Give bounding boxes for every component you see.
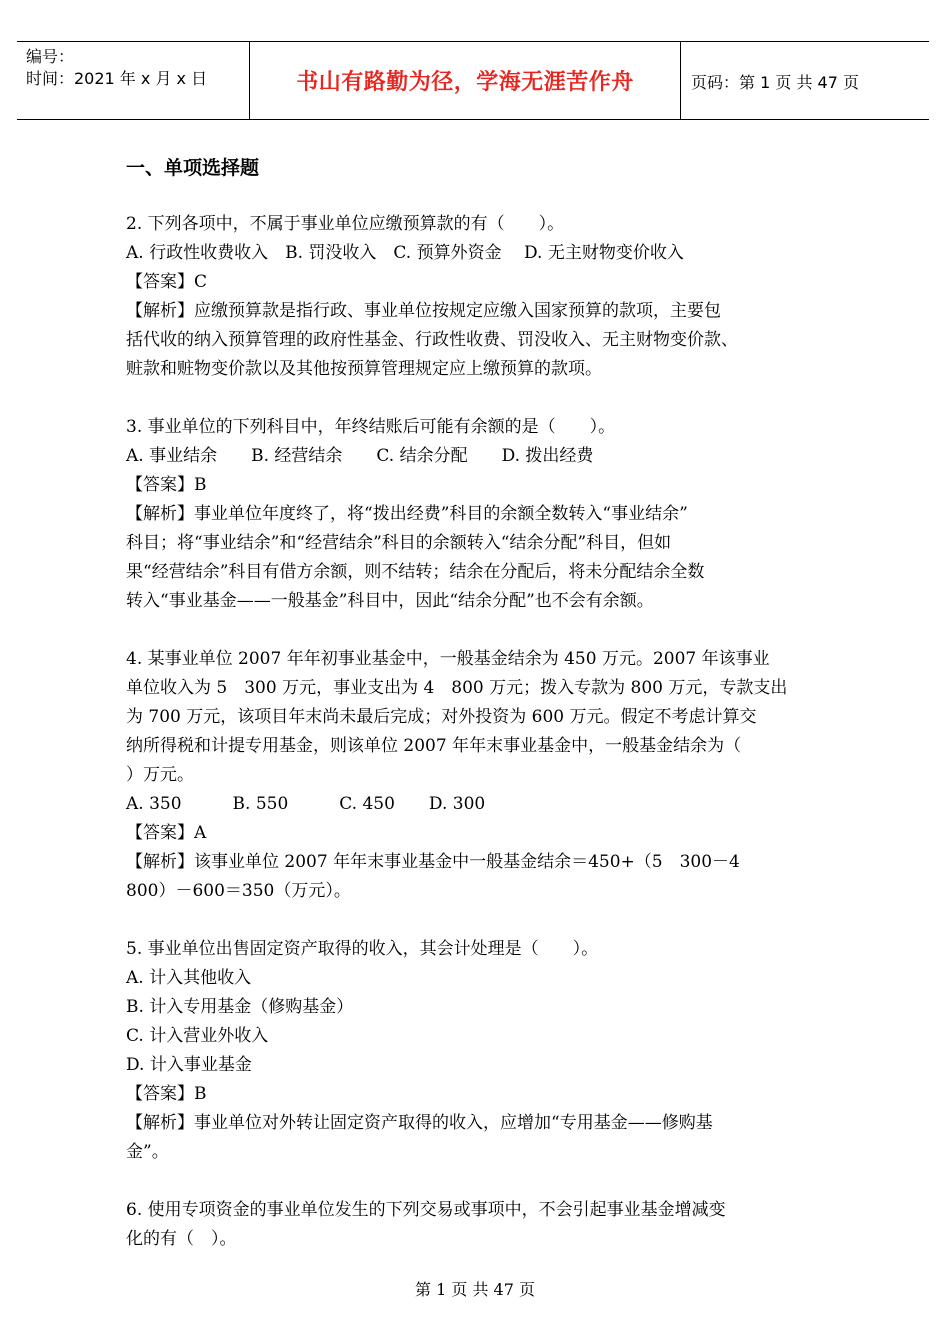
question-line: 6. 使用专项资金的事业单位发生的下列交易或事项中，不会引起事业基金增减变 (126, 1200, 726, 1220)
question-list (126, 210, 826, 1254)
question-line: 5. 事业单位出售固定资产取得的收入，其会计处理是（ ）。 (126, 939, 599, 959)
question-line: 转入“事业基金——一般基金”科目中，因此“结余分配”也不会有余额。 (126, 591, 654, 611)
question-block (126, 645, 826, 906)
question-line: 单位收入为 5 300 万元，事业支出为 4 800 万元；拨入专款为 800 万元，专款支出 (126, 678, 788, 698)
time-label: 时间：2021 年 x 月 x 日 (26, 69, 208, 88)
question-block (126, 413, 826, 616)
question-line: 赃款和赃物变价款以及其他按预算管理规定应上缴预算的款项。 (126, 359, 602, 379)
header-meta-cell (17, 42, 250, 119)
question-line: B. 计入专用基金（修购基金） (126, 997, 354, 1017)
header-table (17, 41, 929, 120)
question-line: A. 行政性收费收入 B. 罚没收入 C. 预算外资金 D. 无主财物变价收入 (126, 243, 684, 263)
question-line: 为 700 万元，该项目年末尚未最后完成；对外投资为 600 万元。假定不考虑计算交 (126, 707, 757, 727)
question-line: 纳所得税和计提专用基金，则该单位 2007 年年末事业基金中，一般基金结余为（ (126, 736, 742, 756)
question-line: 【答案】B (126, 475, 207, 495)
question-line: ）万元。 (126, 765, 194, 785)
question-line: 【答案】A (126, 823, 207, 843)
question-line: 4. 某事业单位 2007 年年初事业基金中，一般基金结余为 450 万元。2007 年该事业 (126, 649, 770, 669)
question-line: A. 事业结余 B. 经营结余 C. 结余分配 D. 拨出经费 (126, 446, 594, 466)
header-motto-cell (250, 42, 681, 119)
question-line: 【解析】事业单位对外转让固定资产取得的收入，应增加“专用基金——修购基 (126, 1113, 713, 1133)
question-line: 【解析】应缴预算款是指行政、事业单位按规定应缴入国家预算的款项，主要包 (126, 301, 721, 321)
question-line: D. 计入事业基金 (126, 1055, 252, 1075)
question-line: 科目；将“事业结余”和“经营结余”科目的余额转入“结余分配”科目，但如 (126, 533, 672, 553)
header-page-cell (681, 42, 929, 119)
question-line: 化的有（ ）。 (126, 1229, 237, 1249)
question-line: 2. 下列各项中，不属于事业单位应缴预算款的有（ ）。 (126, 214, 565, 234)
question-gap (126, 384, 826, 413)
question-line: 【答案】C (126, 272, 208, 292)
question-block (126, 210, 826, 384)
question-line: A. 350 B. 550 C. 450 D. 300 (126, 794, 486, 814)
page-info: 页码：第 1 页 共 47 页 (691, 73, 859, 92)
question-line: A. 计入其他收入 (126, 968, 252, 988)
question-line: 800）－600＝350（万元）。 (126, 881, 351, 901)
question-gap (126, 616, 826, 645)
question-gap (126, 906, 826, 935)
question-line: 【答案】B (126, 1084, 207, 1104)
question-line: 【解析】该事业单位 2007 年年末事业基金中一般基金结余＝450+（5 300－4 (126, 852, 740, 872)
question-line: C. 计入营业外收入 (126, 1026, 269, 1046)
question-line: 【解析】事业单位年度终了，将“拨出经费”科目的余额全数转入“事业结余” (126, 504, 688, 524)
serial-label: 编号： (26, 47, 75, 66)
question-line: 括代收的纳入预算管理的政府性基金、行政性收费、罚没收入、无主财物变价款、 (126, 330, 738, 350)
question-line: 金”。 (126, 1142, 169, 1162)
question-block (126, 935, 826, 1167)
question-gap (126, 1167, 826, 1196)
question-line: 3. 事业单位的下列科目中，年终结账后可能有余额的是（ ）。 (126, 417, 616, 437)
page-footer: 第 1 页 共 47 页 (415, 1280, 535, 1299)
motto: 书山有路勤为径，学海无涯苦作舟 (296, 70, 634, 95)
question-block (126, 1196, 826, 1254)
question-line: 果“经营结余”科目有借方余额，则不结转；结余在分配后，将未分配结余全数 (126, 562, 705, 582)
section-title: 一、单项选择题 (126, 157, 260, 179)
